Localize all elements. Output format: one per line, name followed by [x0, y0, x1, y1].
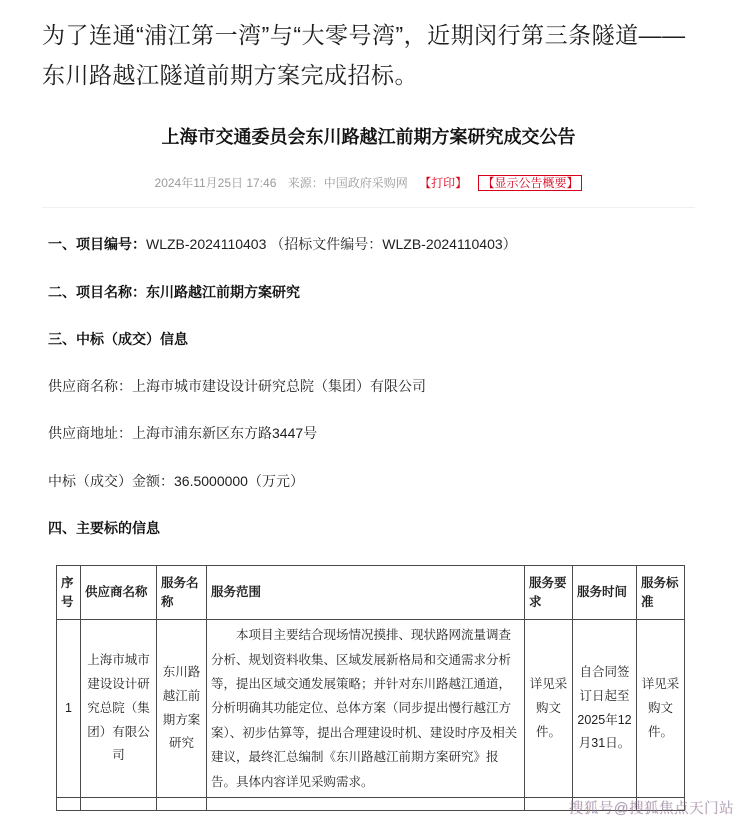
header-service-standard: 服务标准 [637, 566, 685, 620]
watermark-text: 搜狐号@搜狐焦点天门站 [568, 801, 734, 817]
print-link[interactable]: 【打印】 [419, 176, 468, 191]
section-project-number-value: WLZB-2024110403 （招标文件编号：WLZB-2024110403） [146, 236, 517, 253]
announcement-body [42, 234, 695, 538]
supplier-address-line: 供应商地址：上海市浦东新区东方路3447号 [48, 425, 318, 442]
meta-source: 来源：中国政府采购网 [287, 176, 408, 191]
show-summary-link[interactable]: 【显示公告概要】 [478, 175, 582, 191]
header-service-name: 服务名称 [157, 566, 207, 620]
section-main-subject-heading: 四、主要标的信息 [48, 520, 160, 537]
cell-service-standard: 详见采购文件。 [637, 620, 685, 798]
header-service-requirement: 服务要求 [525, 566, 573, 620]
cell-service-time: 自合同签订日起至2025年12月31日。 [573, 620, 637, 798]
section-project-name: 二、项目名称：东川路越江前期方案研究 [48, 283, 300, 300]
cell-seq: 1 [57, 620, 81, 798]
bid-info-table [56, 565, 685, 811]
cell-supplier: 上海市城市建设设计研究总院（集团）有限公司 [81, 620, 157, 798]
cell-service-requirement: 详见采购文件。 [525, 620, 573, 798]
table-header-row [57, 566, 685, 620]
section-award-info-heading: 三、中标（成交）信息 [48, 330, 188, 347]
intro-paragraph: 为了连通“浦江第一湾”与“大零号湾”，近期闵行第三条隧道——东川路越江隧道前期方案完成招标。 [42, 22, 686, 88]
cell-service-scope [207, 620, 525, 798]
table-row [57, 620, 685, 798]
meta-datetime: 2024年11月25日 17:46 [154, 176, 277, 191]
supplier-name-line: 供应商名称：上海市城市建设设计研究总院（集团）有限公司 [48, 378, 426, 395]
section-project-number [48, 234, 695, 254]
header-service-time: 服务时间 [573, 566, 637, 620]
announcement-meta [42, 174, 695, 208]
service-scope-text: 本项目主要结合现场情况摸排、现状路网流量调查分析、规划资料收集、区域发展新格局和交通需求分析等，提出区域交通发展策略；并针对东川路越江通道，分析明确其功能定位、总体方案（同步提出慢行越江方案）、初步估算等，提出合理建设时机、建设时序及相关建议，最终汇总编制《东川路越江前期方案研究》报告。具体内容详见采购需求。 [211, 628, 518, 789]
cell-service-name: 东川路越江前期方案研究 [157, 620, 207, 798]
header-service-scope: 服务范围 [207, 566, 525, 620]
award-amount-line: 中标（成交）金额：36.5000000（万元） [48, 472, 304, 489]
section-project-number-label: 一、项目编号： [48, 236, 146, 253]
header-seq: 序号 [57, 566, 81, 620]
header-supplier: 供应商名称 [81, 566, 157, 620]
announcement-title: 上海市交通委员会东川路越江前期方案研究成交公告 [161, 127, 576, 148]
